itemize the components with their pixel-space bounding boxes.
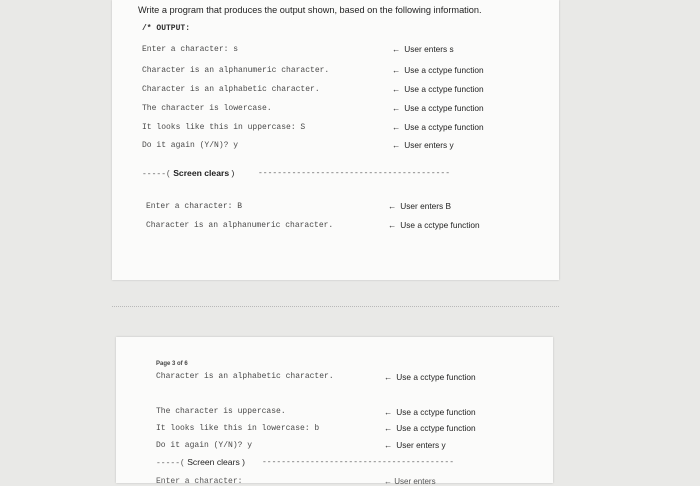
annotation: ← Use a cctype function xyxy=(384,407,476,417)
annotation: ← Use a cctype function xyxy=(388,220,480,230)
page-2 xyxy=(116,337,553,486)
left-arrow-icon: ← xyxy=(392,122,401,132)
annotation: ← Use a cctype function xyxy=(384,372,476,382)
screen-clears-divider: -----( Screen clears ) xyxy=(142,168,235,179)
code-line: Do it again (Y/N)? y xyxy=(156,441,253,450)
code-line: Character is an alphabetic character. xyxy=(156,372,334,381)
annotation: ← User enters y xyxy=(384,440,446,450)
left-arrow-icon: ← xyxy=(392,103,401,113)
code-line: Enter a character: s xyxy=(142,45,239,54)
left-arrow-icon: ← xyxy=(384,477,392,486)
left-arrow-icon: ← xyxy=(388,220,397,230)
annotation: ← Use a cctype function xyxy=(392,103,484,113)
output-header: /* OUTPUT: xyxy=(142,24,191,33)
cutoff-annotation: ← User enters xyxy=(384,477,436,486)
code-line: Enter a character: B xyxy=(146,202,243,211)
code-line: Character is an alphanumeric character. xyxy=(142,66,330,75)
page-number: Page 3 of 6 xyxy=(156,361,188,367)
page-1 xyxy=(112,0,559,280)
annotation: ← Use a cctype function xyxy=(392,65,484,75)
code-line: It looks like this in uppercase: S xyxy=(142,123,306,132)
left-arrow-icon: ← xyxy=(384,372,393,382)
annotation: ← Use a cctype function xyxy=(392,122,484,132)
left-arrow-icon: ← xyxy=(392,84,401,94)
divider-trail: ---------------------------------------- xyxy=(258,169,451,178)
annotation: ← Use a cctype function xyxy=(384,423,476,433)
instruction-text: Write a program that produces the output shown, based on the following information. xyxy=(138,5,482,15)
annotation: ← User enters B xyxy=(388,201,452,211)
divider-trail: ---------------------------------------- xyxy=(262,458,455,467)
code-line: It looks like this in lowercase: b xyxy=(156,424,320,433)
left-arrow-icon: ← xyxy=(384,423,393,433)
cutoff-code-line: Enter a character: xyxy=(156,477,243,486)
code-line: The character is lowercase. xyxy=(142,104,272,113)
annotation: ← Use a cctype function xyxy=(392,84,484,94)
left-arrow-icon: ← xyxy=(384,407,393,417)
left-arrow-icon: ← xyxy=(392,44,401,54)
code-line: Do it again (Y/N)? y xyxy=(142,141,239,150)
annotation: ← User enters y xyxy=(392,140,454,150)
screen-clears-divider: -----( Screen clears ) xyxy=(156,457,246,468)
annotation: ← User enters s xyxy=(392,44,454,54)
code-line: Character is an alphanumeric character. xyxy=(146,221,334,230)
left-arrow-icon: ← xyxy=(384,440,393,450)
page-gap xyxy=(112,306,559,307)
left-arrow-icon: ← xyxy=(392,140,401,150)
left-arrow-icon: ← xyxy=(392,65,401,75)
left-arrow-icon: ← xyxy=(388,201,397,211)
code-line: The character is uppercase. xyxy=(156,407,286,416)
code-line: Character is an alphabetic character. xyxy=(142,85,320,94)
